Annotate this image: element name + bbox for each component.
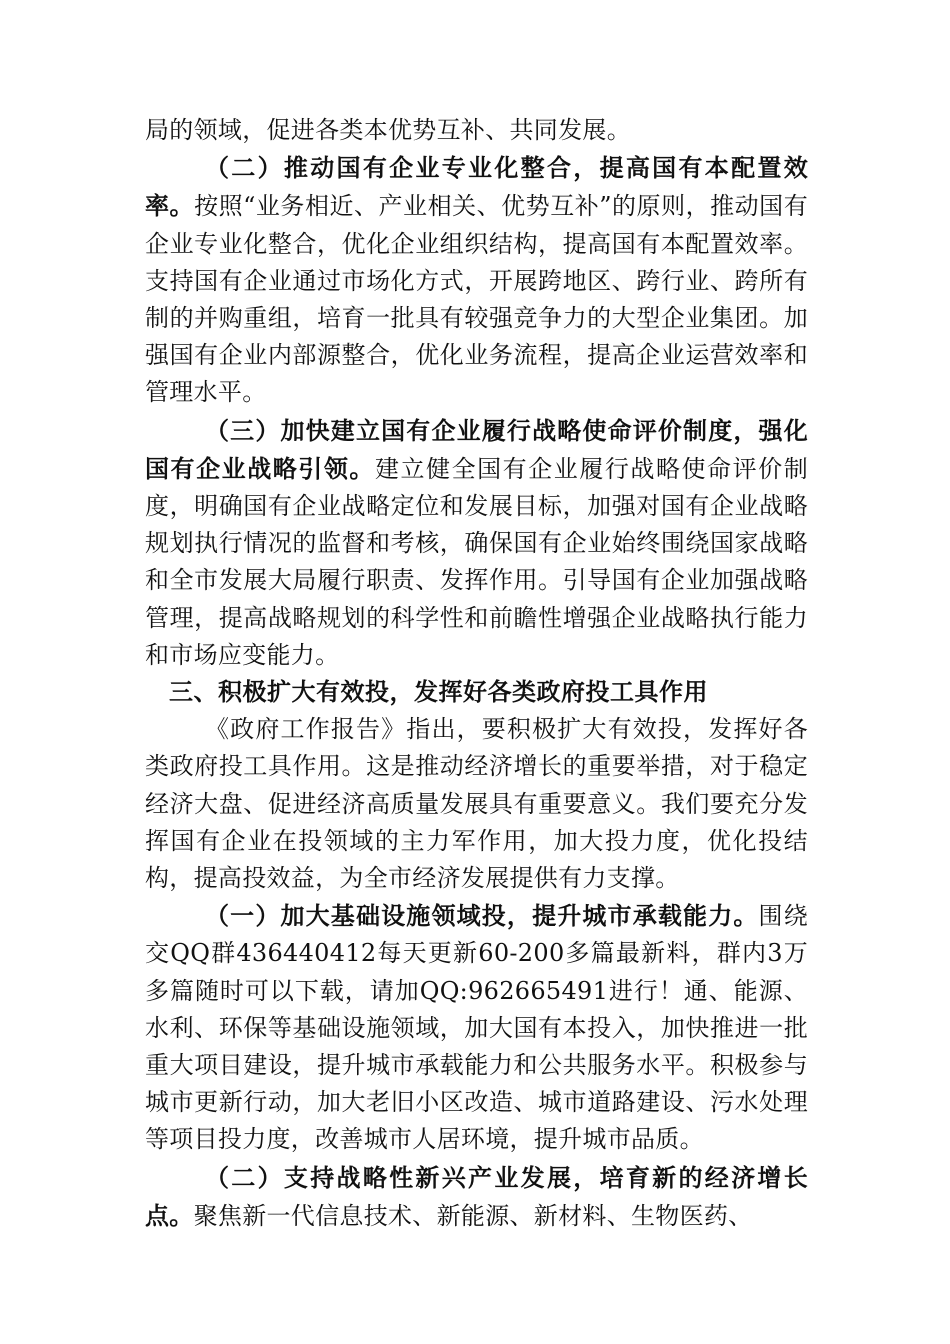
paragraph-body: 围绕交QQ群436440412每天更新60-200多篇最新料，群内3万多篇随时可以下载，请加QQ:962665491进行！通、能源、水利、环保等基础设施领域，加大国有本投入，加快推进一批重大项目建设，提升城市承载能力和公共服务水平。积极参与城市更新行动，加大老旧小区改造、城市道路建设、污水处理等项目投力度，改善城市人居环境，提升城市品质。	[145, 902, 808, 1154]
paragraph-intro: 《政府工作报告》指出，要积极扩大有效投，发挥好各类政府投工具作用。这是推动经济增长的重要举措，对于稳定经济大盘、促进经济高质量发展具有重要意义。我们要充分发挥国有企业在投领域的主力军作用，加大投力度，优化投结构，提高投效益，为全市经济发展提供有力支撑。	[145, 715, 808, 893]
paragraph-section-2	[145, 149, 808, 411]
paragraph-body: 聚焦新一代信息技术、新能源、新材料、生物医药、	[193, 1201, 753, 1230]
paragraph-body: 按照“业务相近、产业相关、优势互补”的原则，推动国有企业专业化整合，优化企业组织结构，提高国有本配置效率。支持国有企业通过市场化方式，开展跨地区、跨行业、跨所有制的并购重组，培育一批具有较强竞争力的大型企业集团。加强国有企业内部源整合，优化业务流程，提高企业运营效率和管理水平。	[145, 192, 808, 407]
paragraph-subsection-2	[145, 1159, 808, 1235]
section-heading: 三、积极扩大有效投，发挥好各类政府投工具作用	[169, 678, 708, 707]
paragraph-subsection-1	[145, 897, 808, 1158]
paragraph-lead: （二）支持战略性新兴产业发展，培育新的经济增长点。	[145, 1162, 808, 1230]
paragraph-lead: （二）推动国有企业专业化整合，提高国有本配置效率。	[145, 153, 808, 221]
paragraph-lead: （一）加大基础设施领域投，提升城市承载能力。	[205, 901, 759, 931]
document-body	[145, 112, 808, 1235]
paragraph-continuation: 局的领域，促进各类本优势互补、共同发展。	[145, 116, 631, 144]
paragraph-section-3	[145, 412, 808, 674]
paragraph-lead: （三）加快建立国有企业履行战略使命评价制度，强化国有企业战略引领。	[145, 415, 808, 483]
paragraph-body: 建立健全国有企业履行战略使命评价制度，明确国有企业战略定位和发展目标，加强对国有企业战略规划执行情况的监督和考核，确保国有企业始终围绕国家战略和全市发展大局履行职责、发挥作用。引导国有企业加强战略管理，提高战略规划的科学性和前瞻性增强企业战略执行能力和市场应变能力。	[145, 454, 808, 669]
